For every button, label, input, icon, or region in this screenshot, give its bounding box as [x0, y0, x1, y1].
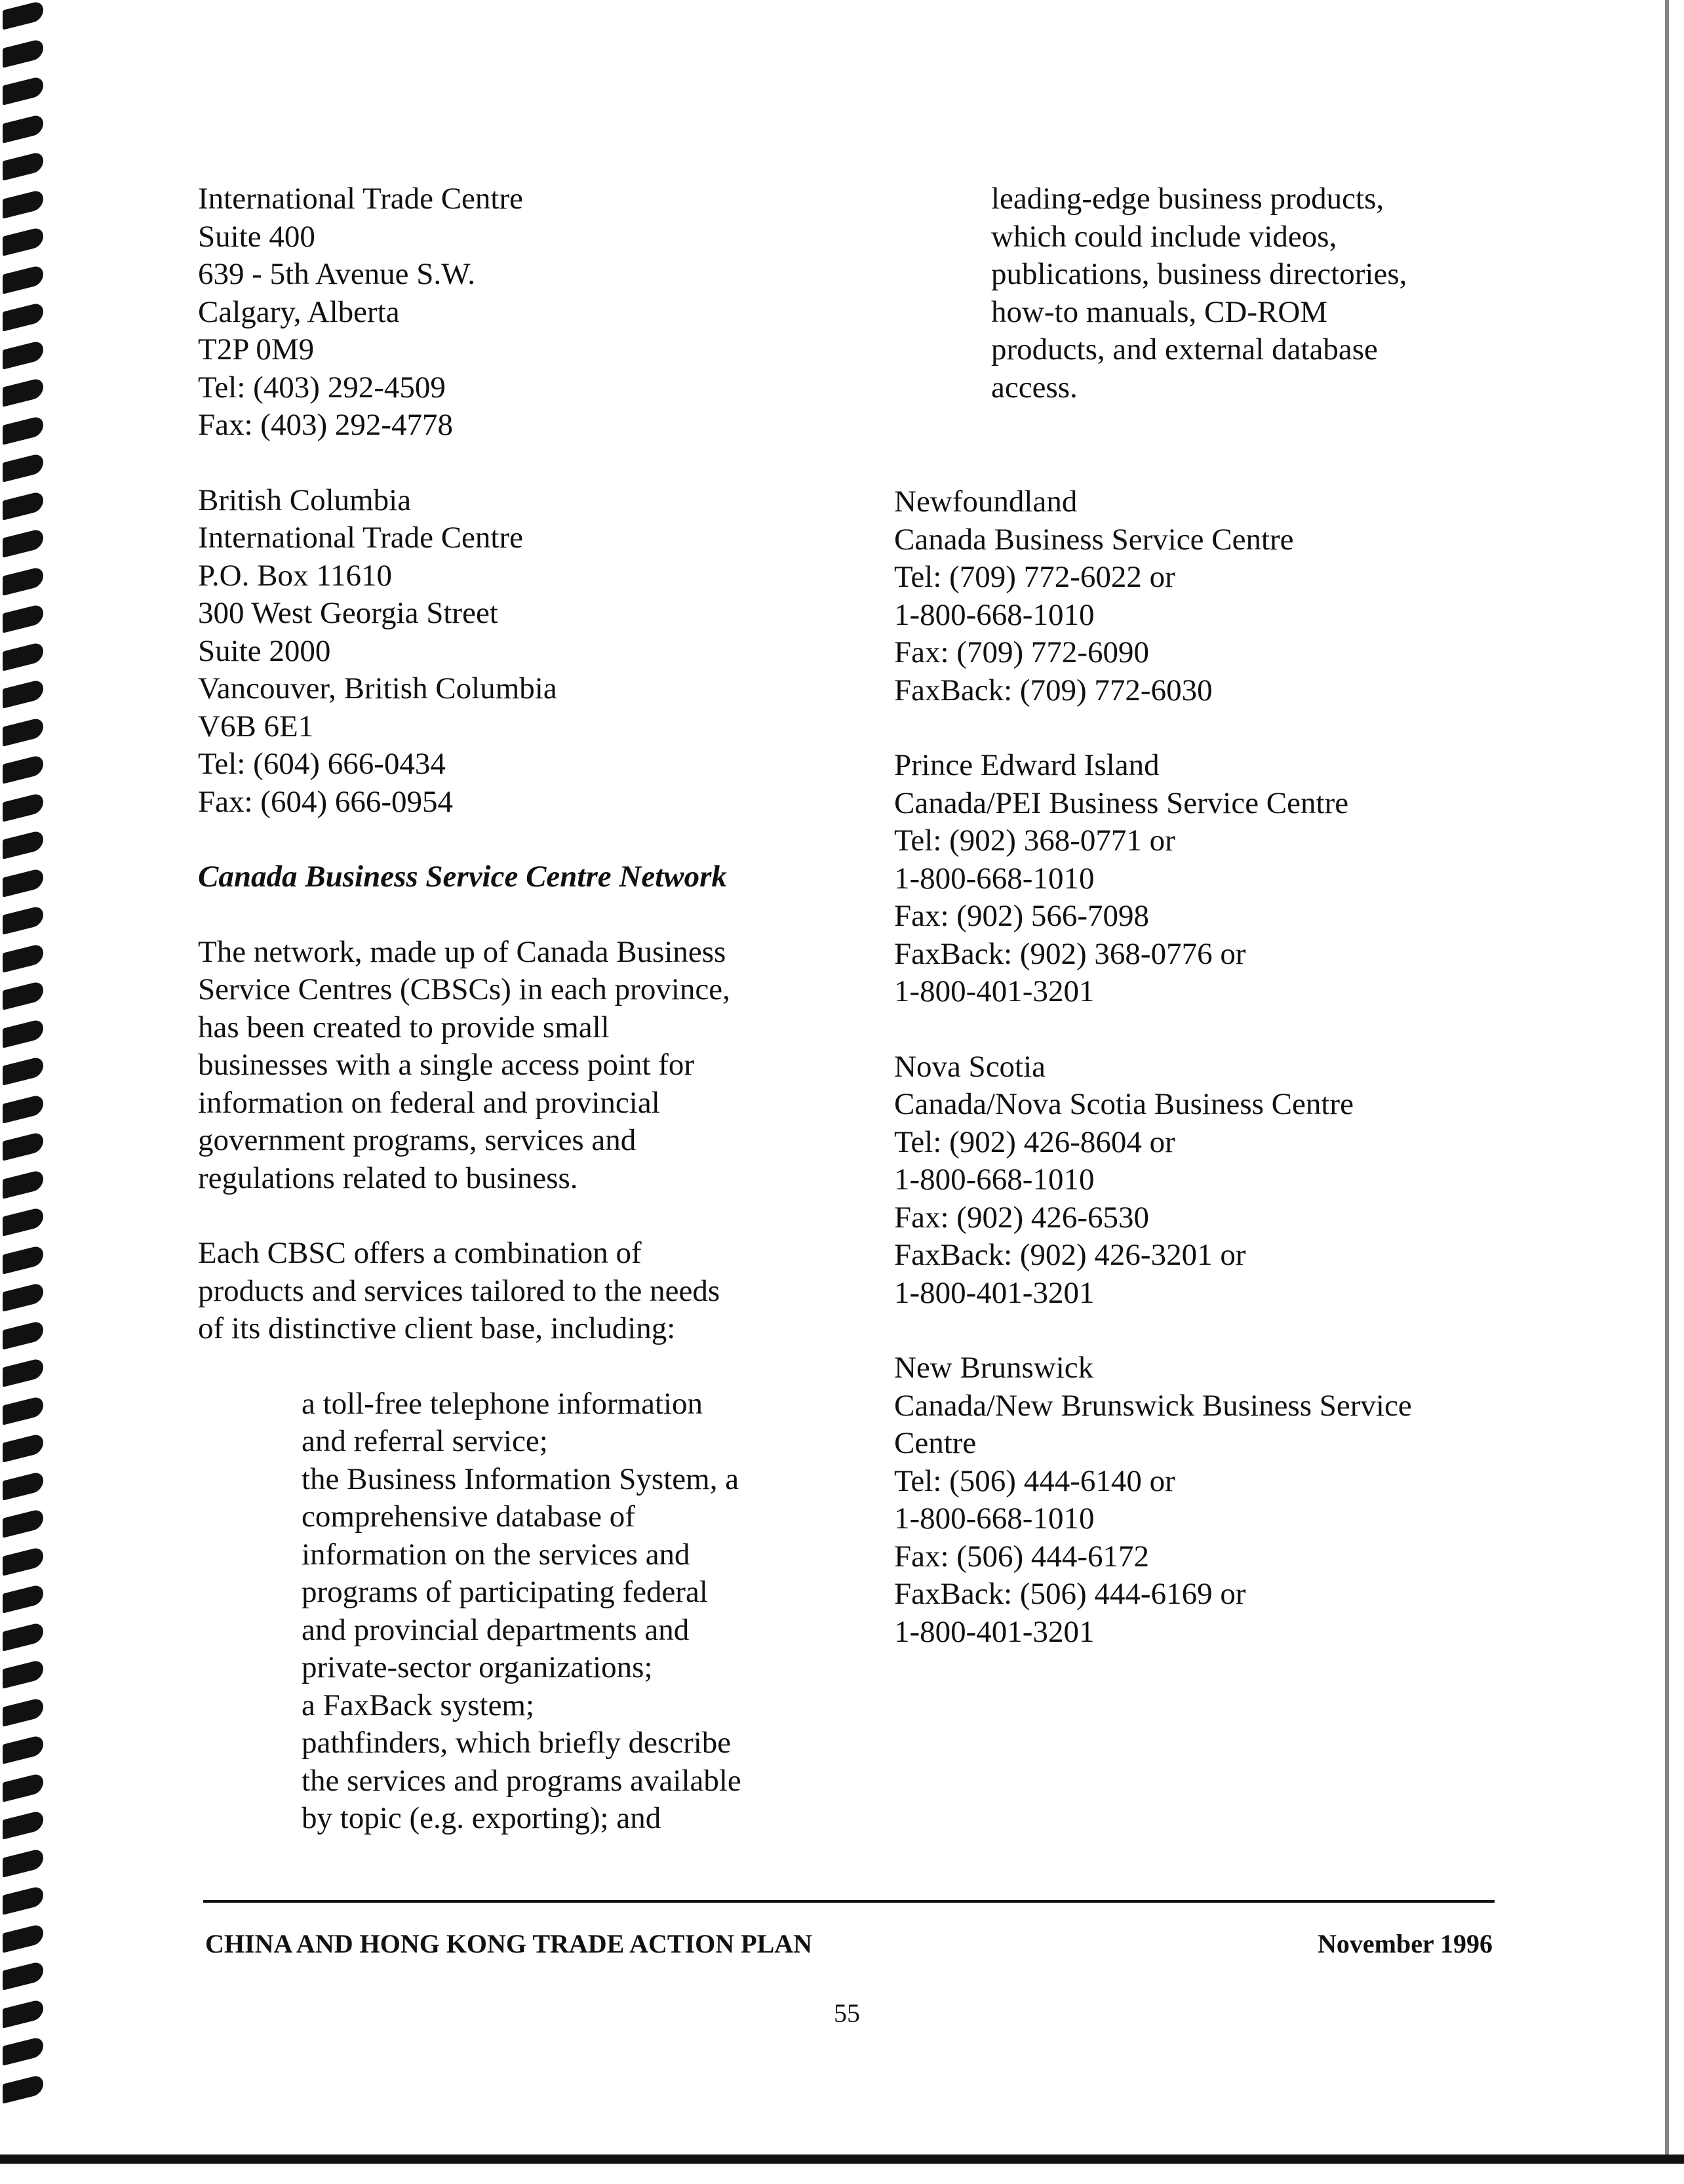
spiral-loop [3, 1621, 43, 1651]
spiral-loop [3, 1282, 43, 1311]
text-line: Canada/PEI Business Service Centre [894, 785, 1349, 820]
text-line: a FaxBack system; [302, 1688, 535, 1722]
page-right-edge [1665, 0, 1669, 2157]
text-line: FaxBack: (902) 426-3201 or [894, 1238, 1246, 1272]
text-line: British Columbia [198, 483, 412, 517]
text-line: a toll-free telephone information [302, 1386, 703, 1421]
text-line: pathfinders, which briefly describe [302, 1726, 732, 1760]
spiral-loop [3, 1772, 43, 1802]
spiral-loop [3, 528, 43, 557]
spiral-loop [3, 2036, 43, 2065]
text-line: FaxBack: (506) 444-6169 or [894, 1577, 1246, 1611]
text-line: 639 - 5th Avenue S.W. [198, 257, 475, 291]
text-line: 1-800-668-1010 [894, 1501, 1095, 1536]
text-line: Tel: (403) 292-4509 [198, 370, 446, 405]
spiral-loop [3, 980, 43, 1010]
spiral-loop [3, 1810, 43, 1839]
spiral-loop [3, 151, 43, 180]
spiral-loop [3, 377, 43, 407]
spiral-loop [3, 415, 43, 445]
spiral-loop [3, 754, 43, 784]
right-column [894, 483, 1504, 1688]
footer-rule [203, 1900, 1495, 1903]
text-line: of its distinctive client base, including: [198, 1311, 676, 1345]
spiral-loop [3, 264, 43, 294]
text-line: information on the services and [302, 1537, 690, 1572]
spiral-loop [3, 1998, 43, 2028]
spiral-loop [3, 1169, 43, 1199]
text-line: government programs, services and [198, 1123, 636, 1157]
text-line: how-to manuals, CD-ROM [991, 294, 1328, 329]
text-line: Fax: (403) 292-4778 [198, 408, 454, 442]
text-line: V6B 6E1 [198, 709, 314, 744]
text-line: by topic (e.g. exporting); and [302, 1801, 661, 1835]
text-line: Each CBSC offers a combination of [198, 1236, 642, 1270]
text-line: Fax: (902) 426-6530 [894, 1200, 1150, 1235]
spiral-loop [3, 792, 43, 822]
text-line: P.O. Box 11610 [198, 558, 392, 593]
spiral-loop [3, 226, 43, 256]
text-line: 1-800-668-1010 [894, 1162, 1095, 1197]
text-line: the services and programs available [302, 1763, 741, 1798]
text-line: 1-800-668-1010 [894, 597, 1095, 632]
text-line: leading-edge business products, [991, 182, 1384, 216]
text-line: programs of participating federal [302, 1575, 708, 1609]
text-line: Canada/Nova Scotia Business Centre [894, 1087, 1354, 1121]
text-line: 1-800-401-3201 [894, 1614, 1095, 1649]
page-number: 55 [834, 1998, 860, 2028]
text-line: 1-800-401-3201 [894, 1275, 1095, 1310]
section-heading: Canada Business Service Centre Network [198, 860, 727, 894]
text-line: information on federal and provincial [198, 1085, 660, 1120]
spiral-loop [3, 1206, 43, 1236]
spiral-loop [3, 490, 43, 520]
spiral-loop [3, 189, 43, 218]
text-line: 1-800-668-1010 [894, 861, 1095, 896]
text-line: Suite 400 [198, 219, 315, 254]
spiral-loop [3, 717, 43, 746]
text-line: Service Centres (CBSCs) in each province, [198, 972, 730, 1006]
text-line: 300 West Georgia Street [198, 596, 498, 630]
spiral-loop [3, 1094, 43, 1123]
text-line: International Trade Centre [198, 521, 523, 555]
footer-date: November 1996 [1318, 1929, 1493, 1958]
spiral-loop [3, 641, 43, 671]
text-line: comprehensive database of [302, 1499, 635, 1534]
spiral-loop [3, 905, 43, 934]
spiral-loop [3, 75, 43, 105]
network-paragraph [198, 934, 840, 1198]
text-line: Tel: (506) 444-6140 or [894, 1463, 1175, 1498]
spiral-loop [3, 1923, 43, 1953]
spiral-loop [3, 1018, 43, 1048]
text-line: Tel: (902) 426-8604 or [894, 1124, 1175, 1159]
pei-contact-block [894, 747, 1504, 1011]
spiral-loop [3, 113, 43, 143]
spiral-loop [3, 943, 43, 972]
page-bottom-edge [0, 2154, 1684, 2164]
text-line: publications, business directories, [991, 257, 1407, 291]
text-line: Suite 2000 [198, 633, 331, 668]
spiral-loop [3, 1659, 43, 1688]
spiral-loop [3, 603, 43, 633]
text-line: products and services tailored to the needs [198, 1273, 720, 1308]
text-line: Tel: (709) 772-6022 or [894, 560, 1175, 594]
text-line: businesses with a single access point for [198, 1048, 695, 1082]
spiral-loop [3, 1395, 43, 1425]
text-line: Fax: (506) 444-6172 [894, 1539, 1150, 1574]
text-line: and provincial departments and [302, 1612, 690, 1647]
british-columbia-address-block [198, 482, 840, 822]
text-line: Fax: (902) 566-7098 [894, 899, 1150, 933]
spiral-loop [3, 2074, 43, 2103]
spiral-loop [3, 1960, 43, 1990]
spiral-loop [3, 566, 43, 595]
offers-paragraph [198, 1235, 840, 1348]
text-line: has been created to provide small [198, 1010, 610, 1044]
text-line: Centre [894, 1426, 977, 1460]
spiral-loop [3, 1433, 43, 1462]
text-line: FaxBack: (709) 772-6030 [894, 673, 1213, 707]
spiral-loop [3, 679, 43, 708]
footer-title: CHINA AND HONG KONG TRADE ACTION PLAN [205, 1929, 813, 1958]
text-line: products, and external database [991, 332, 1378, 367]
text-line: and referral service; [302, 1424, 548, 1458]
text-line: T2P 0M9 [198, 332, 315, 367]
spiral-binding [0, 0, 52, 2098]
spiral-loop [3, 452, 43, 482]
nova-scotia-contact-block [894, 1048, 1504, 1313]
spiral-loop [3, 1734, 43, 1764]
text-line: Tel: (604) 666-0434 [198, 747, 446, 781]
spiral-loop [3, 1697, 43, 1726]
services-list [198, 1385, 840, 1838]
calgary-address-block [198, 180, 840, 445]
text-line: Calgary, Alberta [198, 294, 400, 329]
text-line: Canada Business Service Centre [894, 522, 1294, 557]
text-line: New Brunswick [894, 1351, 1094, 1385]
text-line: the Business Information System, a [302, 1461, 739, 1496]
text-line: 1-800-401-3201 [894, 974, 1095, 1008]
spiral-loop [3, 1244, 43, 1274]
text-line: Newfoundland [894, 485, 1078, 519]
newfoundland-contact-block [894, 483, 1504, 709]
spiral-loop [3, 1546, 43, 1576]
spiral-loop [3, 0, 43, 30]
text-line: Prince Edward Island [894, 748, 1160, 782]
text-line: Fax: (709) 772-6090 [894, 635, 1150, 669]
text-line: Canada/New Brunswick Business Service [894, 1388, 1412, 1423]
spiral-loop [3, 1471, 43, 1500]
text-line: Nova Scotia [894, 1049, 1046, 1084]
spiral-loop [3, 867, 43, 897]
spiral-loop [3, 1357, 43, 1387]
spiral-loop [3, 340, 43, 369]
new-brunswick-contact-block [894, 1349, 1504, 1651]
text-line: regulations related to business. [198, 1161, 578, 1195]
spiral-loop [3, 38, 43, 68]
right-column-list-continued [991, 180, 1516, 407]
spiral-loop [3, 1848, 43, 1877]
text-line: Fax: (604) 666-0954 [198, 784, 454, 819]
spiral-loop [3, 1056, 43, 1085]
text-line: Tel: (902) 368-0771 or [894, 824, 1175, 858]
spiral-loop [3, 1885, 43, 1915]
text-line: International Trade Centre [198, 182, 523, 216]
spiral-loop [3, 829, 43, 859]
text-line: private-sector organizations; [302, 1650, 653, 1684]
spiral-loop [3, 302, 43, 331]
text-line: The network, made up of Canada Business [198, 934, 726, 969]
spiral-loop [3, 1320, 43, 1349]
text-line: which could include videos, [991, 219, 1337, 254]
left-column [198, 180, 840, 1838]
spiral-loop [3, 1131, 43, 1161]
spiral-loop [3, 1508, 43, 1538]
text-line: Vancouver, British Columbia [198, 671, 557, 705]
text-line: access. [991, 370, 1078, 405]
text-line: FaxBack: (902) 368-0776 or [894, 936, 1246, 971]
spiral-loop [3, 1583, 43, 1613]
